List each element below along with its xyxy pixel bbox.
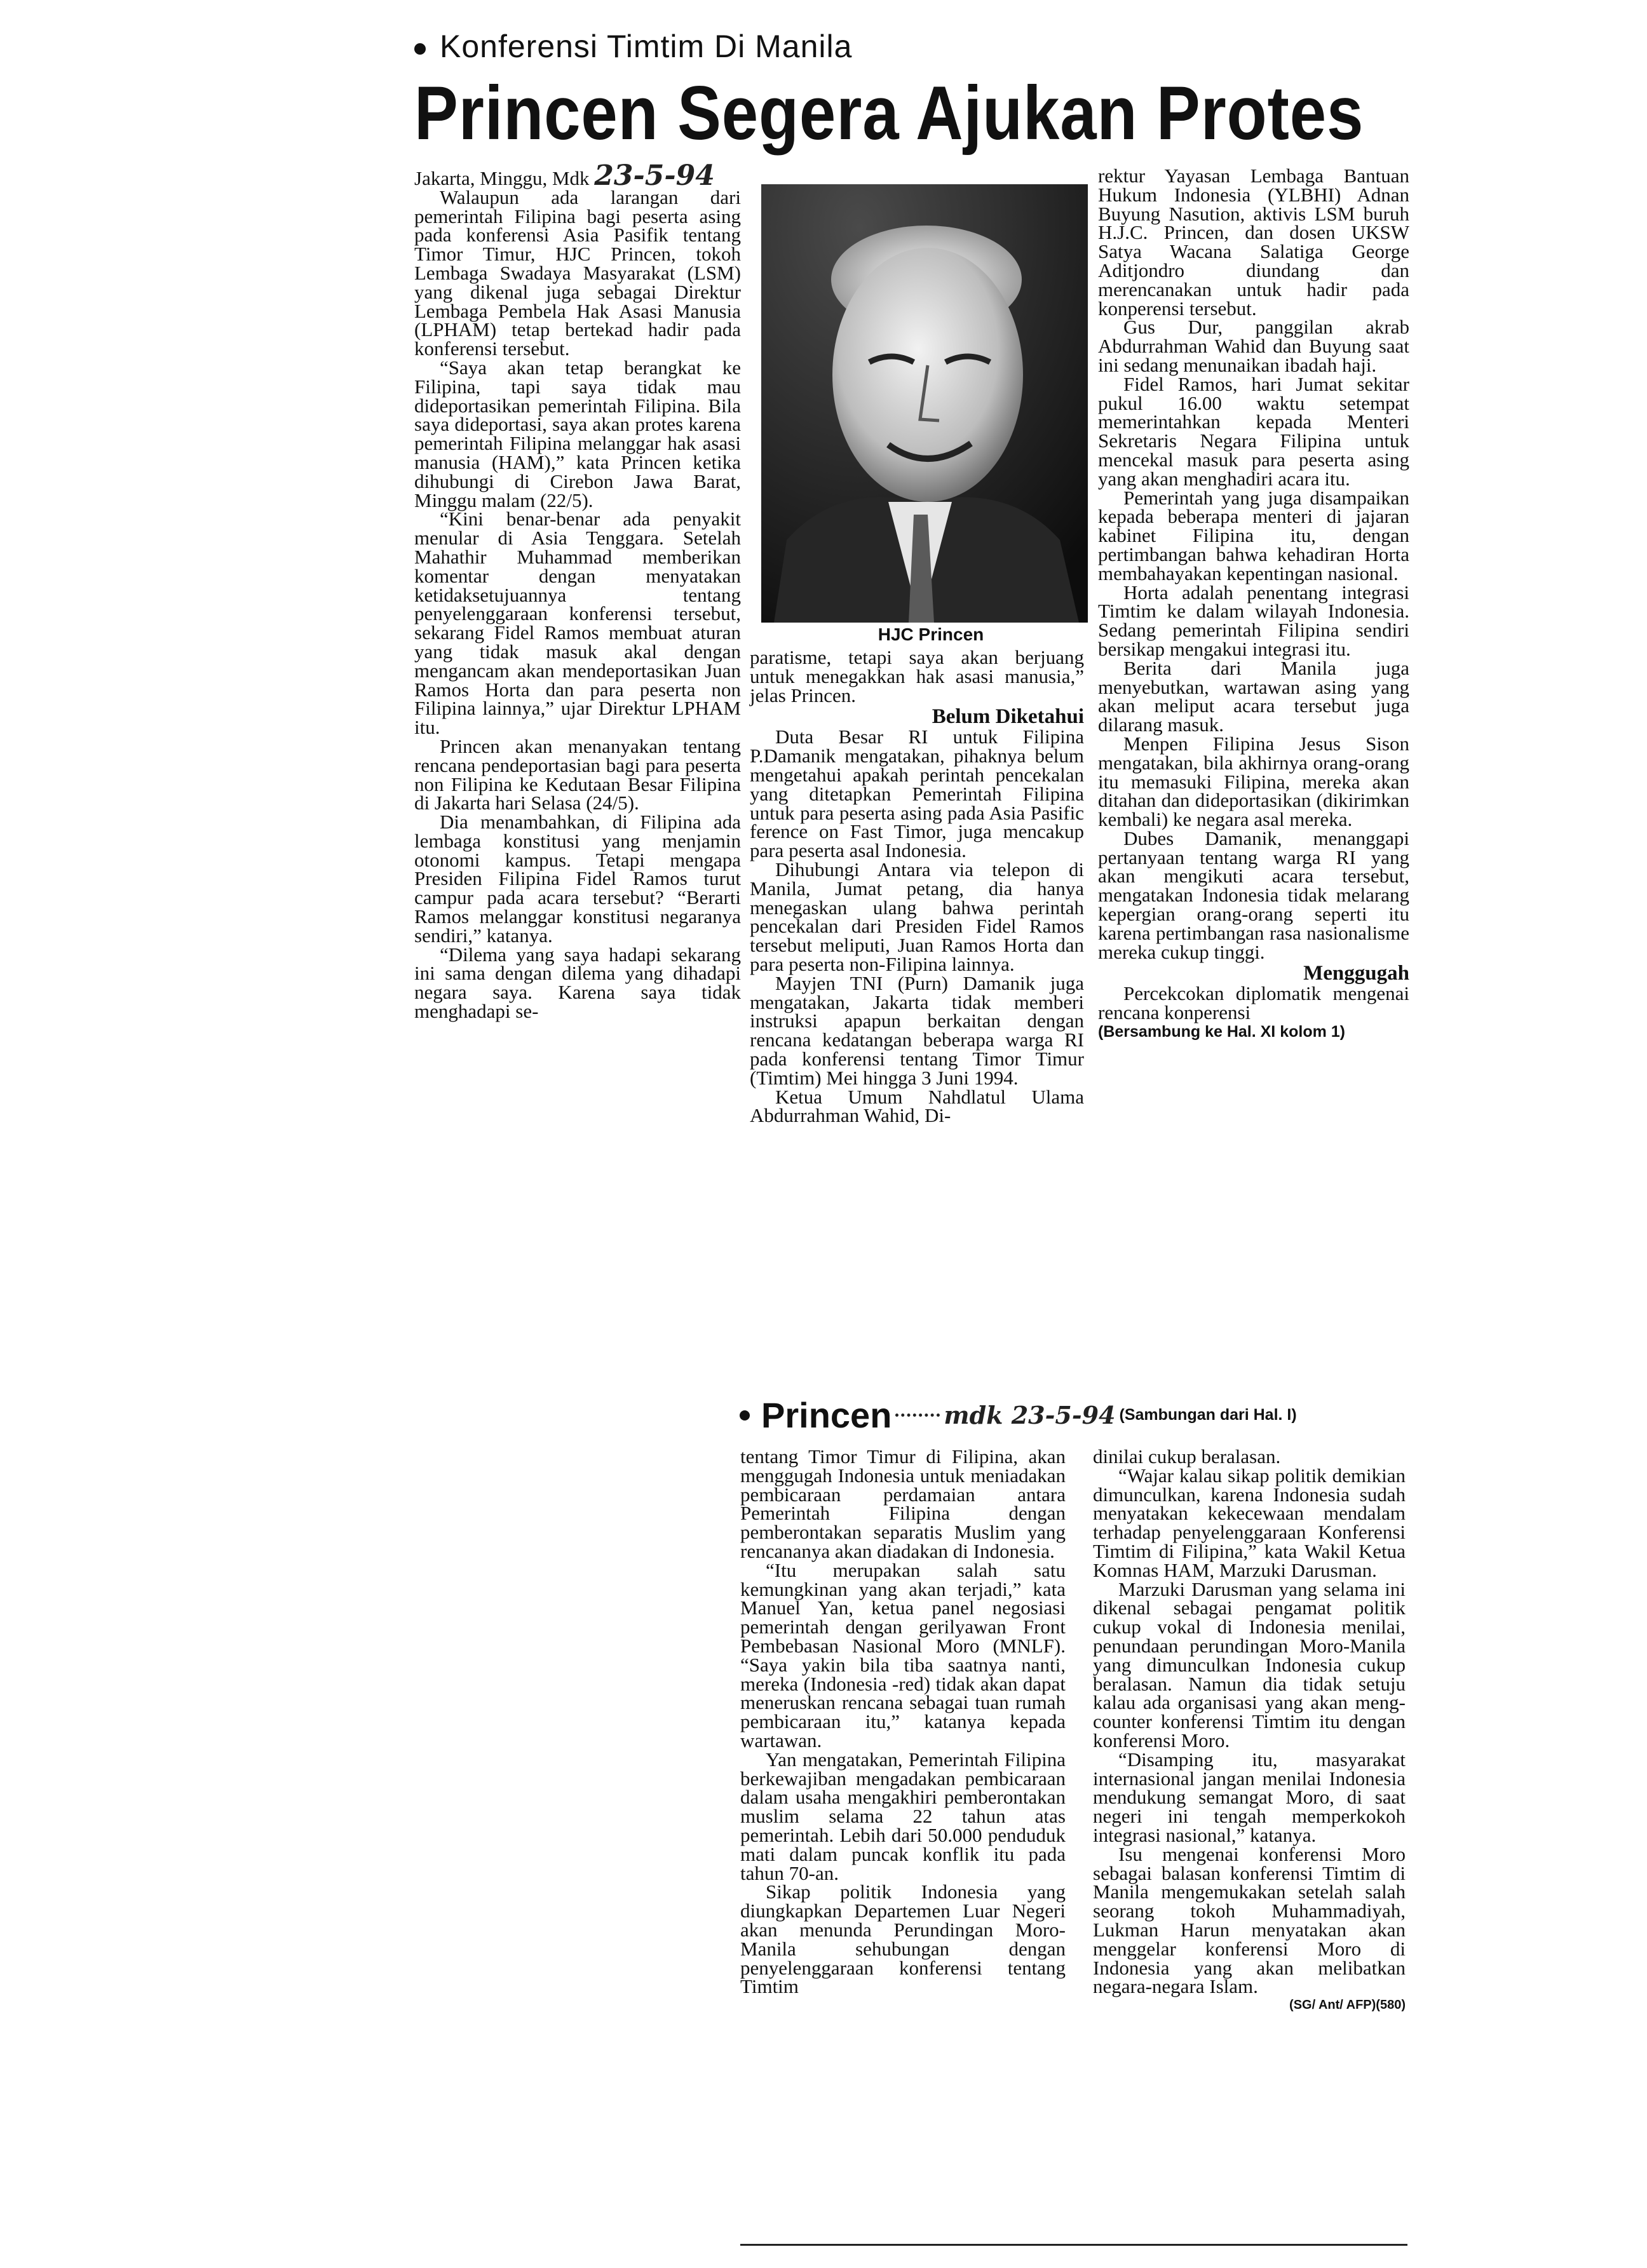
paragraph: “Itu merupakan salah satu kemungkinan yang akan terjadi,” kata Manuel Yan, ketua panel negosiasi pemerintah dengan gerilyawan Front Pembebasan Nasional Moro (MNLF). “Saya yakin bila tiba saatnya nanti, mereka (Indonesia -red) tidak akan dapat meneruskan rencana sebagai tuan rumah pembicaraan itu,” katanya kepada wartawan. (740, 1558, 1066, 1752)
kicker (414, 28, 852, 65)
photo-caption: HJC Princen (878, 624, 984, 644)
bullet-icon (414, 43, 426, 55)
bullet-icon (740, 1410, 750, 1421)
paragraph: paratisme, tetapi saya akan berjuang untuk menegakkan hak asasi manusia,” jelas Princen. (750, 646, 1084, 706)
paragraph: Pemerintah yang juga disampaikan kepada beberapa menteri di jajaran kabinet Filipina itu, dengan pertimbangan bahwa kehadiran Horta membahayakan kepentingan nasional. (1098, 486, 1409, 584)
dateline-text: Jakarta, Minggu, Mdk (414, 167, 590, 189)
paragraph: Percekcokan diplomatik mengenai rencana konperensi (1098, 982, 1409, 1024)
paragraph: Isu mengenai konferensi Moro sebagai balasan konferensi Timtim di Manila mengemukakan setelah salah seorang tokoh Muhammadiyah, Lukman Harun menyatakan akan menggelar konferensi Moro di Indonesia yang akan melibatkan negara-negara Islam. (1093, 1842, 1406, 1998)
continuation-header (740, 1394, 1297, 1436)
paragraph: Horta adalah penentang integrasi Timtim ke dalam wilayah Indonesia. Sedang pemerintah Filipina sendiri bersikap mengakui integrasi itu. (1098, 581, 1409, 660)
paragraph: Menpen Filipina Jesus Sison mengatakan, bila akhirnya orang-orang itu memasuki Filipina, mereka akan ditahan dan dideportasikan (dikirimkan kembali) ke negara asal mereka. (1098, 732, 1409, 831)
column-1-body (414, 188, 741, 1021)
continuation-left-column (740, 1447, 1066, 1996)
handwritten-date: 23-5-94 (594, 159, 715, 192)
paragraph: Ketua Umum Nahdlatul Ulama Abdurrahman Wahid, Di- (750, 1085, 1084, 1127)
paragraph: Duta Besar RI untuk Filipina P.Damanik mengatakan, pihaknya belum mengetahui apakah perintah pencekalan yang ditetapkan Pemerintah Filipina untuk para peserta asing pada Asia Pasific ference on Fast Timor, juga mencakup para peserta asal Indonesia. (750, 726, 1084, 862)
continuation-right-body (1093, 1447, 1406, 1996)
paragraph: Sikap politik Indonesia yang diungkapkan Departemen Luar Negeri akan menunda Perundingan Moro-Manila sehubungan dengan penyelenggaraan konferensi tentang Timtim (740, 1880, 1066, 1998)
paragraph: Marzuki Darusman yang selama ini dikenal sebagai pengamat politik cukup vokal di Indonesia menilai, penundaan perundingan Moro-Manila yang dimunculkan Indonesia cukup beralasan. Namun dia tidak setuju kalau ada organisasi yang akan meng-counter konferensi Timtim itu dengan konferensi Moro. (1093, 1577, 1406, 1752)
column-1 (414, 159, 741, 1023)
column-3-body-2 (1098, 984, 1409, 1022)
subhead-belum-diketahui: Belum Diketahui (932, 705, 1084, 729)
column-2-body (750, 648, 1084, 705)
column-2 (750, 648, 1084, 1125)
continued-notice: (Bersambung ke Hal. XI kolom 1) (1098, 1023, 1345, 1041)
paragraph: “Kini benar-benar ada penyakit menular di Asia Tenggara. Setelah Mahathir Muhammad memberikan komentar dengan menyatakan ketidaksetujuannya tentang penyelenggaraan konferensi tersebut, sekarang Fidel Ramos membuat aturan yang tidak masuk akal dengan mengancam akan mendeportasikan Juan Ramos Horta dan para peserta non Filipina lainnya,” ujar Direktur LPHAM itu. (414, 508, 741, 739)
paragraph: “Wajar kalau sikap politik demikian dimunculkan, karena Indonesia sudah menyatakan kekecewaan mendalam terhadap penyelenggaraan Konferensi Timtim di Filipina,” kata Wakil Ketua Komnas HAM, Marzuki Darusman. (1093, 1464, 1406, 1581)
headline: Princen Segera Ajukan Protes (414, 71, 1364, 156)
paragraph: Dubes Damanik, menanggapi pertanyaan tentang warga RI yang akan mengikuti acara tersebut, mengatakan Indonesia tidak melarang kepergian orang-orang seperti itu karena pertimbangan rasa nasionalisme mereka cukup tinggi. (1098, 827, 1409, 963)
paragraph: “Dilema yang saya hadapi sekarang ini sama dengan dilema yang dihadapi negara saya. Karena saya tidak menghadapi se- (414, 943, 741, 1023)
continued-from: (Sambungan dari Hal. I) (1119, 1406, 1297, 1424)
column-2-body-2 (750, 727, 1084, 1125)
subhead-menggugah: Menggugah (1303, 962, 1409, 985)
paragraph: dinilai cukup beralasan. (1093, 1445, 1281, 1468)
paragraph: Fidel Ramos, hari Jumat sekitar pukul 16.00 waktu setempat memerintahkan kepada Menteri Sekretaris Negara Filipina untuk mencekal masuk para peserta asing yang akan menghadiri acara itu. (1098, 372, 1409, 490)
paragraph: rektur Yayasan Lembaga Bantuan Hukum Indonesia (YLBHI) Adnan Buyung Nasution, aktivis LSM buruh H.J.C. Princen, dan dosen UKSW Satya Wacana Salatiga George Aditjondro diundang dan merencanakan untuk hadir pada konperensi tersebut. (1098, 165, 1409, 320)
paragraph: Mayjen TNI (Purn) Damanik juga mengatakan, Jakarta tidak memberi instruksi apapun berkaitan dengan rencana kedatangan beberapa warga RI pada konferensi tentang Timor Timur (Timtim) Mei hingga 3 Juni 1994. (750, 971, 1084, 1089)
paragraph: Dia menambahkan, di Filipina ada lembaga konstitusi yang menjamin otonomi kampus. Tetapi mengapa Presiden Filipina Fidel Ramos turut campur pada acara tersebut? “Berarti Ramos melanggar konstitusi negaranya sendiri,” katanya. (414, 811, 741, 947)
paragraph: “Saya akan tetap berangkat ke Filipina, tapi saya tidak mau dideportasikan pemerintah Filipina. Bila saya dideportasi, saya akan protes karena pemerintah Filipina melanggar hak asasi manusia (HAM),” kata Princen ketika dihubungi di Cirebon Jawa Barat, Minggu malam (22/5). (414, 356, 741, 511)
dateline (414, 159, 741, 192)
column-3 (1098, 166, 1409, 1041)
paragraph: Dihubungi Antara via telepon di Manila, Jumat petang, dia hanya menegaskan ulang bahwa perintah pencekalan dari Presiden Fidel Ramos tersebut meliputi, Juan Ramos Horta dan para peserta non-Filipina lainnya. (750, 858, 1084, 975)
continuation-right-column (1093, 1447, 1406, 2015)
continuation-title: Princen (761, 1395, 892, 1435)
column-3-body (1098, 166, 1409, 961)
paragraph: tentang Timor Timur di Filipina, akan menggugah Indonesia untuk meniadakan pembicaraan perdamaian antara Pemerintah Filipina dengan pemberontakan separatis Muslim yang rencananya akan diadakan di Indonesia. (740, 1445, 1066, 1562)
paragraph: Berita dari Manila juga menyebutkan, wartawan asing yang akan meliput acara tersebut juga dilarang masuk. (1098, 656, 1409, 736)
paragraph: Yan mengatakan, Pemerintah Filipina berkewajiban mengadakan pembicaraan dalam usaha mengakhiri pemberontakan muslim selama 22 tahun atas pemerintah. Lebih dari 50.000 penduduk mati dalam puncak konflik itu pada tahun 70-an. (740, 1748, 1066, 1884)
paragraph: “Disamping itu, masyarakat internasional jangan menilai Indonesia mendukung semangat Moro, di saat negeri ini tengah memperkokoh integrasi nasional,” katanya. (1093, 1748, 1406, 1846)
dotted-leader (895, 1414, 940, 1417)
kicker-text: Konferensi Timtim Di Manila (440, 29, 853, 64)
portrait-photo (761, 184, 1088, 623)
portrait-illustration (761, 184, 1088, 623)
paragraph: Princen akan menanyakan tentang rencana pendeportasian bagi para peserta non Filipina ke Kedutaan Besar Filipina di Jakarta hari Selasa (24/5). (414, 734, 741, 814)
continuation-left-body (740, 1447, 1066, 1996)
wire-credit: (SG/ Ant/ AFP)(580) (1289, 1998, 1406, 2013)
paragraph: Gus Dur, panggilan akrab Abdurrahman Wahid dan Buyung saat ini sedang menunaikan ibadah haji. (1098, 316, 1409, 376)
paragraph: Walaupun ada larangan dari pemerintah Filipina bagi peserta asing pada konferensi Asia Pasifik tentang Timor Timur, HJC Princen, tokoh Lembaga Swadaya Masyarakat (LSM) yang dikenal juga sebagai Direktur Lembaga Pembela Hak Asasi Manusia (LPHAM) tetap bertekad hadir pada konferensi tersebut. (414, 186, 741, 360)
handwritten-note: mdk 23-5-94 (944, 1401, 1116, 1429)
bottom-rule (740, 2244, 1407, 2246)
